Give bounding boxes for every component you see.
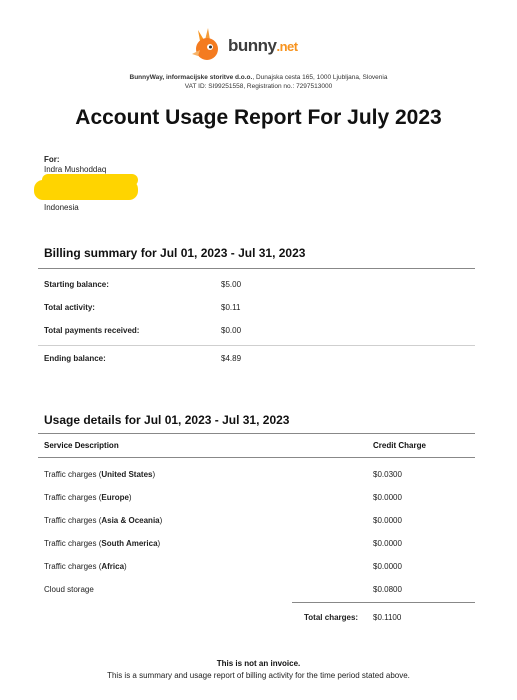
summary-value: $0.11 [221,303,241,312]
company-address: , Dunajska cesta 165, 1000 Ljubljana, Slovenia [252,74,388,81]
usage-service: Traffic charges (Asia & Oceania) [44,516,163,525]
summary-label: Total activity: [44,303,95,312]
usage-charge: $0.0000 [373,516,402,525]
usage-service: Cloud storage [44,585,94,594]
not-invoice-notice: This is not an invoice. [216,659,301,668]
ending-balance-value: $4.89 [221,354,242,363]
ending-balance-label: Ending balance: [44,354,106,363]
col-service-description: Service Description [44,441,119,450]
divider [292,602,475,603]
recipient-name: Indra Mushoddaq [44,165,107,174]
usage-service: Traffic charges (United States) [44,470,156,479]
recipient-label: For: [44,155,60,164]
usage-charge: $0.0000 [373,493,402,502]
total-charges-value: $0.1100 [373,613,402,622]
region-name: South America [101,539,158,548]
divider [38,457,475,458]
summary-value: $5.00 [221,280,242,289]
usage-charge: $0.0800 [373,585,402,594]
summary-value: $0.00 [221,326,242,335]
page-title: Account Usage Report For July 2023 [75,106,442,129]
summary-disclaimer: This is a summary and usage report of billing activity for the time period stated above. [107,671,410,680]
redaction-highlight [34,180,138,200]
usage-service: Traffic charges (South America) [44,539,161,548]
brand-wordmark: bunny.net [228,36,298,55]
divider [38,268,475,269]
region-name: Asia & Oceania [101,516,160,525]
company-info [0,73,517,91]
recipient-country: Indonesia [44,203,79,212]
usage-service: Traffic charges (Europe) [44,493,132,502]
usage-charge: $0.0000 [373,539,402,548]
region-name: Europe [101,493,129,502]
usage-service: Traffic charges (Africa) [44,562,127,571]
summary-label: Total payments received: [44,326,140,335]
region-name: Africa [101,562,125,571]
recipient-block [44,155,106,175]
company-name: BunnyWay, informacijske storitve d.o.o. [129,74,253,81]
col-credit-charge: Credit Charge [373,441,426,450]
region-name: United States [101,470,153,479]
usage-charge: $0.0300 [373,470,402,479]
rabbit-logo-icon [188,26,226,64]
divider [38,433,475,434]
brand-tld: .net [276,39,298,54]
billing-summary-title: Billing summary for Jul 01, 2023 - Jul 31, 2023 [44,246,306,260]
summary-label: Starting balance: [44,280,109,289]
bunny-logo [188,26,328,66]
usage-details-title: Usage details for Jul 01, 2023 - Jul 31, 2023 [44,413,290,427]
usage-charge: $0.0000 [373,562,402,571]
company-vat: VAT ID: SI99251558, Registration no.: 7297513000 [184,83,333,90]
total-charges-label: Total charges: [304,613,359,622]
divider [38,345,475,346]
